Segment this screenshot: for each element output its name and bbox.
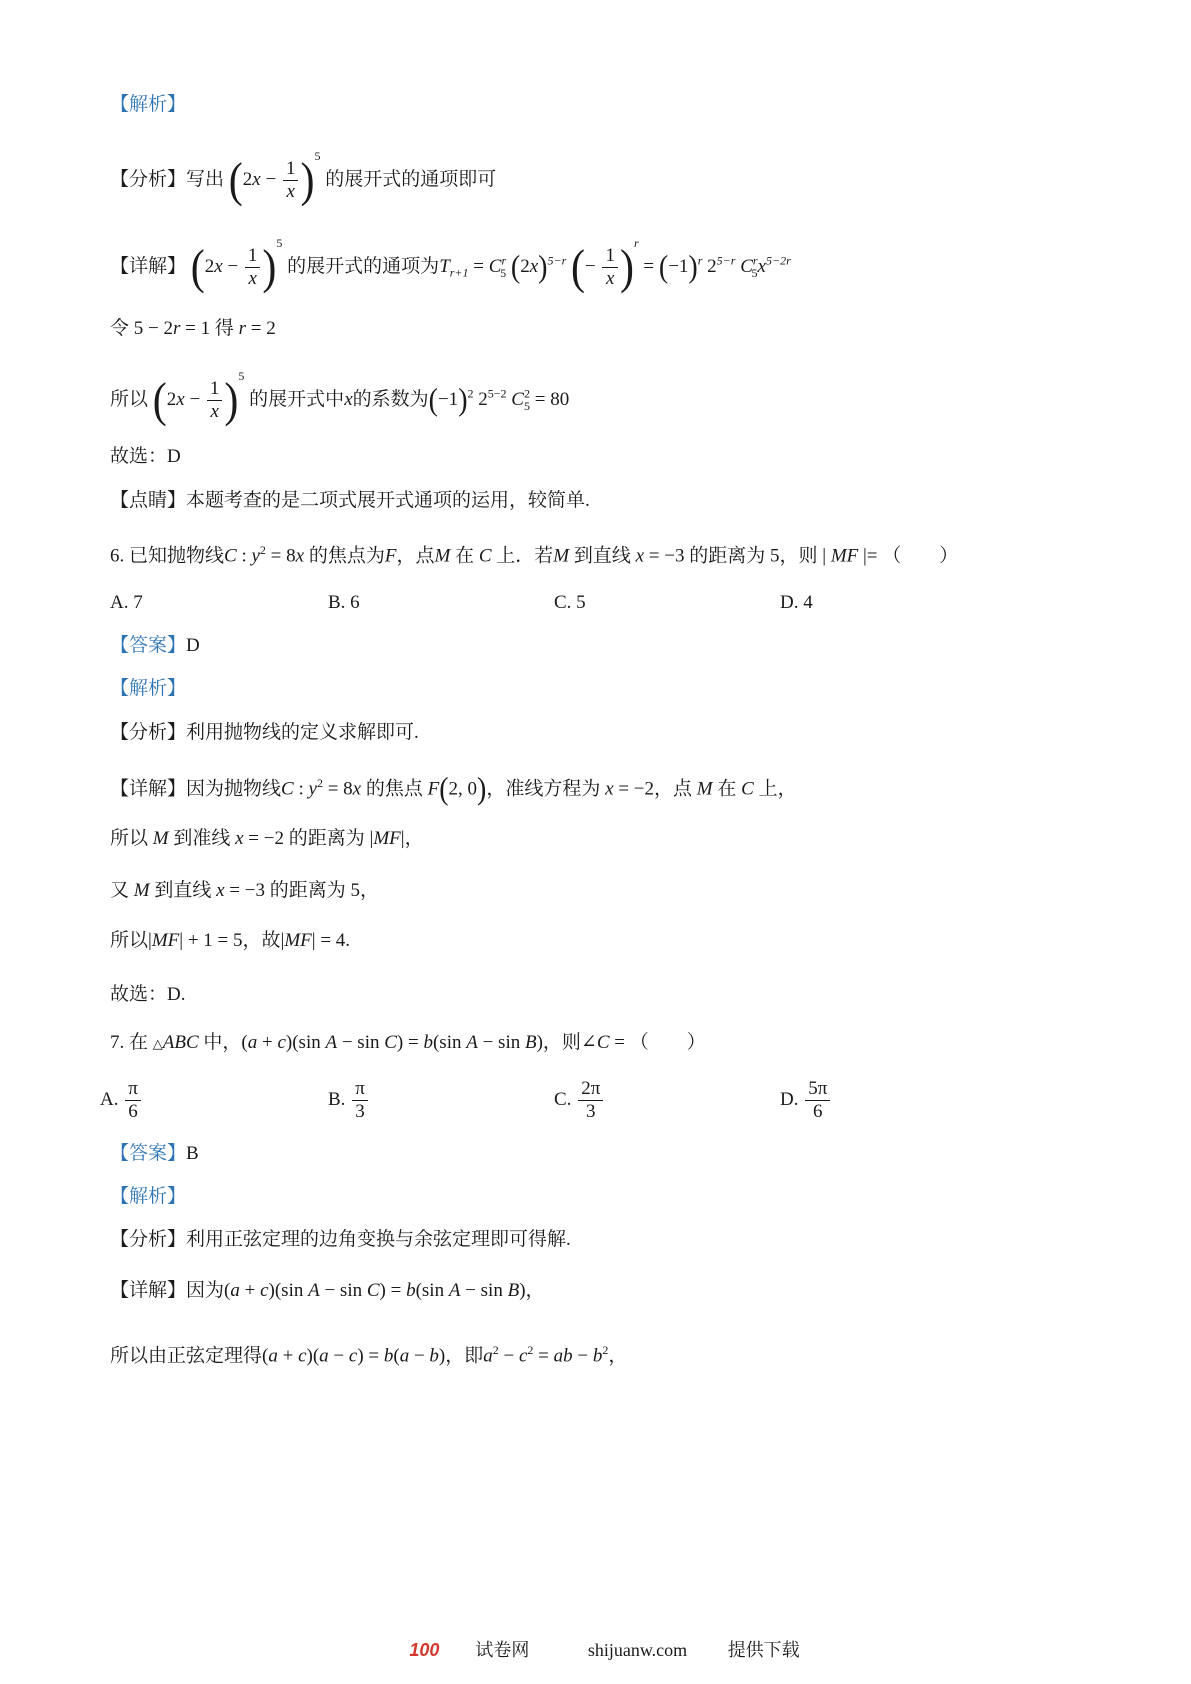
q5-xiangjie-line: 【详解】 (2x − $\frac{1}{x}$ )$^5$ 的展开式的通项为$T_{r+1} = C^r_5$ $(2x)^{5-r}$ (− $\frac{1}{x}$ )$^r = (-1)^r$ $2^{5-r}$ $C^r_5x^{5-2r}$	[110, 235, 791, 294]
q6-number: 6.	[110, 545, 125, 567]
q7-option-b-num: π	[352, 1078, 368, 1101]
q6-stem3: ，点	[396, 545, 435, 567]
q6-xiangjie-line3: 又 M 到直线 x = −3 的距离为 5，	[110, 880, 380, 901]
q7-l2a: 所以由正弦定理得	[110, 1345, 263, 1367]
q7-option-d	[780, 1078, 832, 1123]
q7-stem3: ，则	[542, 1032, 581, 1053]
xiangjie-label: 【详解】	[110, 255, 187, 277]
q6-l3b: 到直线	[154, 880, 212, 901]
q6-stem6: 到直线	[573, 545, 631, 567]
dianjing-label: 【点睛】	[110, 490, 187, 511]
q6-stem7: 的距离为 5，则	[689, 545, 818, 567]
q6-l4c: .	[345, 930, 351, 951]
q6-l2b: 到准线	[173, 828, 231, 849]
fenxi-label: 【分析】	[110, 168, 187, 190]
q7-jiexi-label: 【解析】	[110, 1186, 187, 1207]
q7-option-a-num: π	[125, 1078, 141, 1101]
daan-label: 【答案】	[110, 635, 187, 656]
q7-xj1b: ，	[525, 1280, 545, 1301]
q6-stem5: 上．若	[496, 545, 554, 567]
q6-l4a: 所以	[110, 930, 149, 951]
q6-fenxi-line	[110, 720, 419, 746]
q7-option-c-num: 2π	[578, 1078, 603, 1101]
q6-xiangjie-line4: 所以|MF| + 1 = 5，故|MF| = 4.	[110, 930, 351, 951]
q7-l2b: ，即	[445, 1345, 484, 1367]
q7-option-b-den: 3	[355, 1101, 365, 1122]
q6-l3c: 的距离为	[269, 880, 346, 901]
q6-xiangjie-line1: 【详解】因为抛物线C : $y^2 = 8x$ 的焦点 F(2, 0)，准线方程为 x = −2，点 M 在 C 上，	[110, 771, 797, 808]
q7-stem2: 中，	[203, 1032, 242, 1053]
q7-option-a-letter: A.	[100, 1088, 119, 1110]
q7-fenxi: 利用正弦定理的边角变换与余弦定理即可得解.	[186, 1229, 571, 1250]
site-logo	[391, 1640, 547, 1660]
q6-l3d: ，	[360, 880, 380, 901]
xiangjie-label: 【详解】	[110, 778, 187, 800]
site-name: 试卷网	[475, 1640, 530, 1660]
q5-suoyi: 所以	[110, 388, 149, 410]
q6-answer: D	[186, 635, 200, 656]
q7-l2c: ，	[608, 1345, 628, 1367]
q7-answer: B	[186, 1143, 199, 1164]
q6-l2d: ，	[404, 828, 424, 849]
q5-coef-text2: 的系数为	[352, 388, 429, 410]
q5-dianjing-text: 本题考查的是二项式展开式通项的运用，较简单.	[186, 490, 590, 511]
q6-xiangjie-line2: 所以 M 到准线 x = −2 的距离为 |MF|，	[110, 828, 424, 849]
q7-xiangjie-line2: 所以由正弦定理得(a + c)(a − c) = b(a − b)，即$a^2 - c^2$ = ab − $b^2$，	[110, 1343, 628, 1367]
q6-stem8: （ ）	[882, 545, 959, 567]
q7-xiangjie-line1: 【详解】因为(a + c)(sin A − sin C) = b(sin A − sin B)，	[110, 1280, 545, 1301]
q7-fenxi-line	[110, 1227, 571, 1253]
q6-option-d: D. 4	[780, 592, 813, 613]
q7-option-a	[100, 1078, 143, 1123]
q6-jiexi-label: 【解析】	[110, 678, 187, 699]
q6-xj1e: 在	[717, 778, 737, 800]
q7-option-d-den: 6	[813, 1101, 823, 1122]
q6-xj1b: 的焦点	[365, 778, 423, 800]
q6-stem2: 的焦点为	[308, 545, 385, 567]
q7-answer-line	[110, 1141, 199, 1167]
fenxi-label: 【分析】	[110, 1229, 187, 1250]
footer-tagline: 提供下载	[727, 1640, 800, 1660]
q6-stem: 6. 已知抛物线C : $y^2 = 8x$ 的焦点为F，点M 在 C 上．若M 到直线 x = −3 的距离为 5，则 | MF |= （ ）	[110, 543, 959, 567]
q6-answer-line	[110, 633, 200, 659]
q5-ling-line: 令 5 − 2r = 1 得 r = 2	[110, 318, 276, 339]
q5-fenxi-post: 的展开式的通项即可	[325, 168, 497, 190]
q6-option-a: A. 7	[110, 592, 143, 613]
q5-dianjing-line	[110, 488, 590, 514]
daan-label: 【答案】	[110, 1143, 187, 1164]
q6-option-c: C. 5	[554, 592, 586, 613]
q7-option-b-letter: B.	[328, 1088, 346, 1110]
q6-xj1a: 因为抛物线	[186, 778, 282, 800]
q7-number: 7.	[110, 1032, 125, 1053]
q6-xj1c: ，准线方程为	[486, 778, 601, 800]
fenxi-label: 【分析】	[110, 722, 187, 743]
q7-option-c-letter: C.	[554, 1088, 572, 1110]
q6-stem1: 已知抛物线	[129, 545, 225, 567]
q7-option-c	[554, 1078, 605, 1123]
q5-result: 80	[550, 388, 570, 410]
q5-fenxi-line: 【分析】写出 (2x − $\frac{1}{x}$ )$^5$ 的展开式的通项即可	[110, 148, 497, 207]
page-footer	[0, 1636, 1191, 1662]
q5-fenxi-pre: 写出	[186, 168, 225, 190]
q5-de: 得	[214, 318, 234, 339]
q7-option-d-letter: D.	[780, 1088, 799, 1110]
q6-l2c: 的距离为	[288, 828, 365, 849]
jiexi-label: 【解析】	[110, 94, 187, 115]
q7-xj1: 因为	[186, 1280, 225, 1301]
logo-mark: 100	[409, 1640, 440, 1660]
q5-ling: 令	[110, 318, 130, 339]
q6-xj1f: 上，	[758, 778, 797, 800]
q7-option-d-num: 5π	[805, 1078, 830, 1101]
q6-guxuan: 故选：D.	[110, 984, 186, 1005]
q7-stem4: （ ）	[629, 1032, 706, 1053]
q6-l2a: 所以	[110, 828, 149, 849]
q7-option-c-den: 3	[585, 1101, 596, 1122]
q6-l3a: 又	[110, 880, 130, 901]
q5-guxuan: 故选：D	[110, 446, 181, 467]
xiangjie-label: 【详解】	[110, 1280, 187, 1301]
q5-coef-line: 所以 (2x − $\frac{1}{x}$ )$^5$ 的展开式中x的系数为$(-1)^2$ $2^{5-2}$ $C^2_5 = 80$	[110, 368, 570, 427]
q6-xj1d: ，点	[654, 778, 693, 800]
q5-xiangjie-mid: 的展开式的通项为	[287, 255, 440, 277]
site-url[interactable]: shijuanw.com	[587, 1640, 688, 1660]
q6-stem4: 在	[455, 545, 475, 567]
q5-coef-text: 的展开式中	[249, 388, 345, 410]
q7-stem: 7. 在 △ABC 中，(a + c)(sin A − sin C) = b(sin A − sin B)，则∠C = （ ）	[110, 1032, 706, 1053]
q6-l4b: ，故	[242, 930, 281, 951]
q6-option-b: B. 6	[328, 592, 360, 613]
q7-option-b	[328, 1078, 370, 1123]
q6-fenxi: 利用抛物线的定义求解即可.	[186, 722, 419, 743]
q7-option-a-den: 6	[128, 1101, 138, 1122]
q7-stem1: 在	[129, 1032, 149, 1053]
